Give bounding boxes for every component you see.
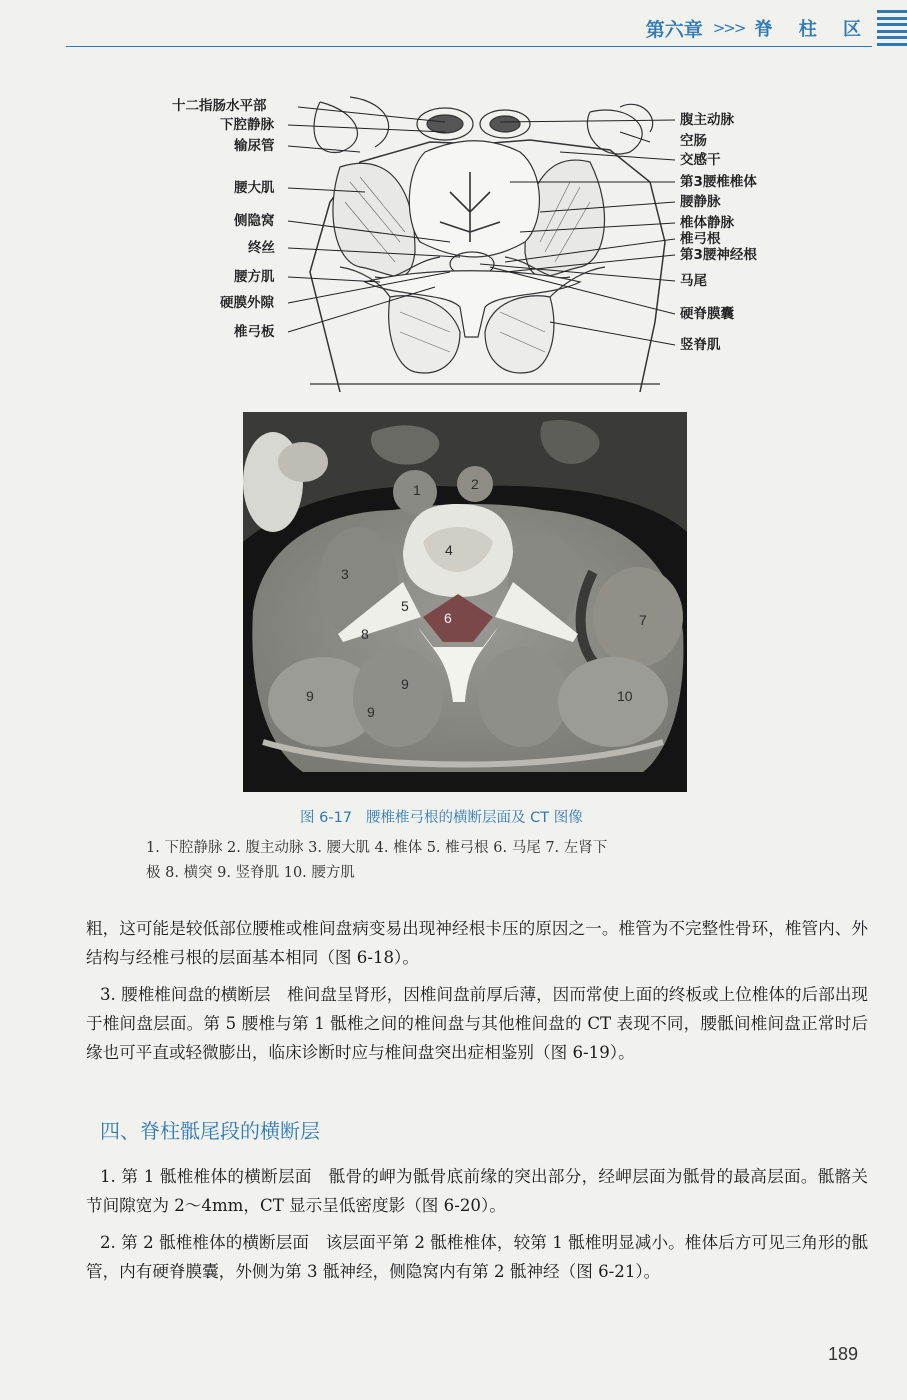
ct-scan-drawing <box>243 412 687 792</box>
ct-label-10: 10 <box>617 688 633 704</box>
ct-label-9c: 9 <box>367 704 375 720</box>
chapter-title: 第六章 <box>645 18 703 41</box>
label-pedicle: 椎弓根 <box>680 231 721 247</box>
ct-label-8: 8 <box>361 626 369 642</box>
ct-label-4: 4 <box>445 542 453 558</box>
header-rule <box>66 46 872 47</box>
ct-image <box>243 412 687 792</box>
label-l3-root: 第3腰神经根 <box>680 247 757 263</box>
label-filum: 终丝 <box>248 240 275 256</box>
label-basivertebral: 椎体静脉 <box>680 215 734 231</box>
paragraph-3-lead: 1. 第 1 骶椎椎体的横断层面 <box>100 1167 312 1186</box>
section-title: 脊 柱 区 <box>754 19 871 40</box>
paragraph-1: 粗，这可能是较低部位腰椎或椎间盘病变易出现神经根卡压的原因之一。椎管为不完整性骨环，椎管内、外结构与经椎弓根的层面基本相同（图 6-18）。 <box>86 919 868 967</box>
label-aorta: 腹主动脉 <box>680 112 734 128</box>
label-cauda: 马尾 <box>680 273 707 289</box>
ct-label-6: 6 <box>444 610 452 626</box>
page-number: 189 <box>828 1344 859 1364</box>
figure-title: 腰椎椎弓根的横断层面及 CT 图像 <box>366 810 583 826</box>
label-quadratus: 腰方肌 <box>234 269 275 285</box>
ct-label-2: 2 <box>471 476 479 492</box>
paragraph-2-lead: 3. 腰椎椎间盘的横断层 <box>100 985 271 1004</box>
section-heading: 四、脊柱骶尾段的横断层 <box>100 1119 320 1143</box>
label-ureter: 输尿管 <box>234 138 275 154</box>
figure-number: 图 6-17 <box>300 810 353 826</box>
label-dural-sac: 硬脊膜囊 <box>680 306 734 322</box>
label-erector: 竖脊肌 <box>680 337 721 353</box>
ct-label-5: 5 <box>401 598 409 614</box>
paragraph-3-text: 骶骨的岬为骶骨底前缘的突出部分，经岬层面为骶骨的最高层面。骶髂关节间隙宽为 2～4mm，CT 显示呈低密度影（图 6-20）。 <box>86 1167 869 1215</box>
paragraph-4-text: 该层面平第 2 骶椎椎体，较第 1 骶椎明显减小。椎体后方可见三角形的骶管，内有硬脊膜囊，外侧为第 3 骶神经，侧隐窝内有第 2 骶神经（图 6-21）。 <box>86 1233 869 1281</box>
label-jejunum: 空肠 <box>680 133 707 149</box>
paragraph-4-lead: 2. 第 2 骶椎椎体的横断层面 <box>100 1233 310 1252</box>
figure-legend-line-2: 极 8. 横突 9. 竖脊肌 10. 腰方肌 <box>146 865 355 881</box>
paragraph-3 <box>86 1162 868 1220</box>
label-ivc: 下腔静脉 <box>220 117 274 133</box>
figure-caption <box>300 806 583 827</box>
label-epidural: 硬膜外隙 <box>220 295 274 311</box>
label-sympathetic: 交感干 <box>680 152 721 168</box>
label-lamina: 椎弓板 <box>234 324 275 340</box>
ct-label-7: 7 <box>639 612 647 628</box>
label-lateral-recess: 侧隐窝 <box>234 213 275 229</box>
ct-label-9b: 9 <box>401 676 409 692</box>
ct-label-3: 3 <box>341 566 349 582</box>
figure-legend-line-1: 1. 下腔静脉 2. 腹主动脉 3. 腰大肌 4. 椎体 5. 椎弓根 6. 马尾 7. 左肾下 <box>146 840 608 856</box>
running-header <box>646 10 871 46</box>
chevrons-icon: >>> <box>712 19 745 37</box>
label-duodenum: 十二指肠水平部 <box>172 98 267 114</box>
anatomy-figure <box>160 92 780 402</box>
paragraph-4 <box>86 1228 868 1286</box>
paragraph-2-text: 椎间盘呈肾形，因椎间盘前厚后薄，因而常使上面的终板或上位椎体的后部出现于椎间盘层面。第 5 腰椎与第 1 骶椎之间的椎间盘与其他椎间盘的 CT 表现不同，腰骶间椎间盘正常时后缘也可平直或轻微膨出，临床诊断时应与椎间盘突出症相鉴别（图 6-19）。 <box>86 985 869 1062</box>
stripe-tab-icon <box>877 10 907 46</box>
ct-label-1: 1 <box>413 482 421 498</box>
paragraph-2 <box>86 980 868 1067</box>
label-lumbar-vein: 腰静脉 <box>680 194 721 210</box>
label-psoas: 腰大肌 <box>234 180 275 196</box>
ct-label-9a: 9 <box>306 688 314 704</box>
label-l3-body: 第3腰椎椎体 <box>680 174 757 190</box>
